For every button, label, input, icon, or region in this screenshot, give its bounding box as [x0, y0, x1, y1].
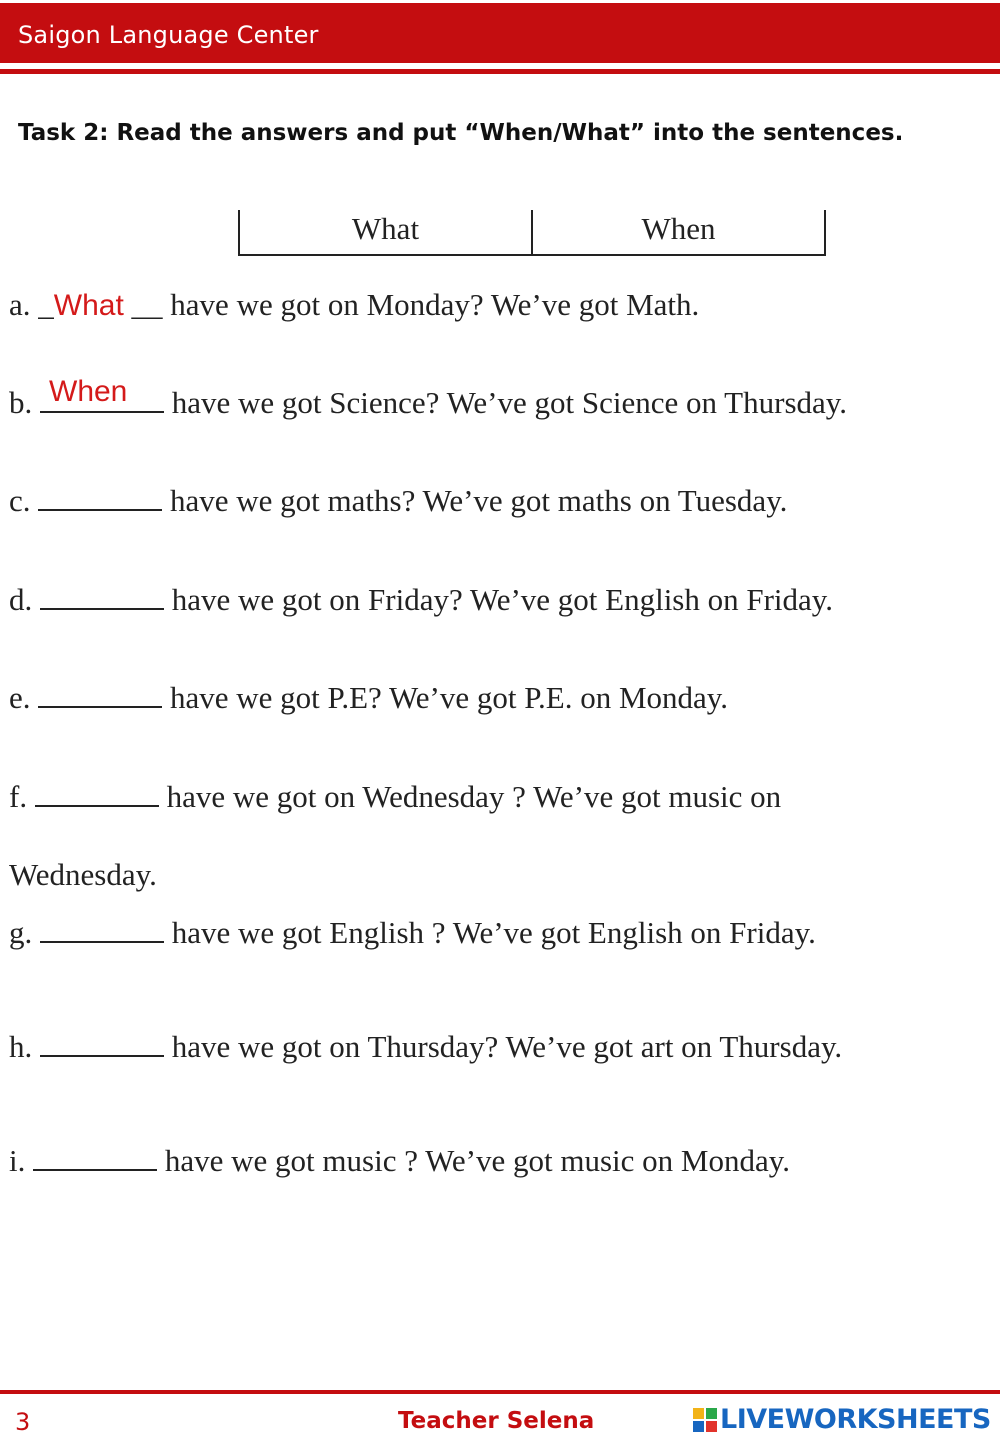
word-box: [238, 210, 826, 256]
sentence-b: [9, 375, 847, 421]
sentence-f-continuation: Wednesday.: [9, 857, 157, 892]
liveworksheets-brand: LIVEWORKSHEETS: [720, 1404, 991, 1435]
sentence-text: have we got maths? We’ve got maths on Tuesday.: [162, 483, 788, 518]
sentence-text: __ have we got on Monday? We’ve got Math.: [123, 287, 700, 322]
header-title: Saigon Language Center: [18, 21, 319, 49]
sentence-text: have we got on Friday? We’ve got English on Friday.: [164, 582, 834, 617]
sentence-f: [9, 779, 781, 815]
blank-i[interactable]: [33, 1145, 157, 1171]
teacher-name: Teacher Selena: [398, 1408, 595, 1434]
sentence-label: b.: [9, 385, 40, 420]
answer-b: When: [49, 375, 128, 408]
sentence-g: [9, 915, 816, 951]
sentence-a: [9, 287, 699, 323]
task-title: Task 2: Read the answers and put “When/What” into the sentences.: [18, 120, 904, 146]
liveworksheets-logo[interactable]: [693, 1404, 991, 1435]
sentence-text: have we got music ? We’ve got music on Monday.: [157, 1143, 790, 1178]
word-when: When: [531, 210, 824, 254]
sentence-d: [9, 582, 833, 618]
blank-g[interactable]: [40, 917, 164, 943]
sentence-label: c.: [9, 483, 39, 518]
sentence-c: [9, 483, 787, 519]
sentence-text: have we got English ? We’ve got English on Friday.: [164, 915, 816, 950]
sentence-text: have we got on Wednesday ? We’ve got music on: [158, 779, 782, 814]
blank-f[interactable]: [35, 781, 159, 807]
sentence-i: [9, 1143, 790, 1179]
sentence-label: a. _: [9, 287, 54, 322]
blank-d[interactable]: [40, 584, 164, 610]
sentence-h: [9, 1029, 842, 1065]
word-what: What: [351, 211, 420, 246]
sentence-label: d.: [9, 582, 40, 617]
liveworksheets-icon: [693, 1408, 717, 1432]
blank-c[interactable]: [38, 485, 162, 511]
blank-e[interactable]: [38, 682, 162, 708]
sentence-label: e.: [9, 680, 39, 715]
sentence-label: f.: [9, 779, 35, 814]
footer-divider: [0, 1390, 1000, 1394]
sentence-label: g.: [9, 915, 40, 950]
sentence-e: [9, 680, 728, 716]
sentence-text: have we got P.E? We’ve got P.E. on Monday.: [162, 680, 729, 715]
sentence-text: have we got Science? We’ve got Science on Thursday.: [164, 385, 847, 420]
blank-b[interactable]: [40, 375, 164, 413]
header-divider: [0, 69, 1000, 74]
sentence-text: have we got on Thursday? We’ve got art on Thursday.: [164, 1029, 843, 1064]
sentence-label: h.: [9, 1029, 40, 1064]
answer-a[interactable]: What: [53, 289, 124, 322]
sentence-label: i.: [9, 1143, 34, 1178]
page-number: 3: [15, 1408, 31, 1436]
header-bar: [0, 3, 1000, 63]
blank-h[interactable]: [40, 1031, 164, 1057]
